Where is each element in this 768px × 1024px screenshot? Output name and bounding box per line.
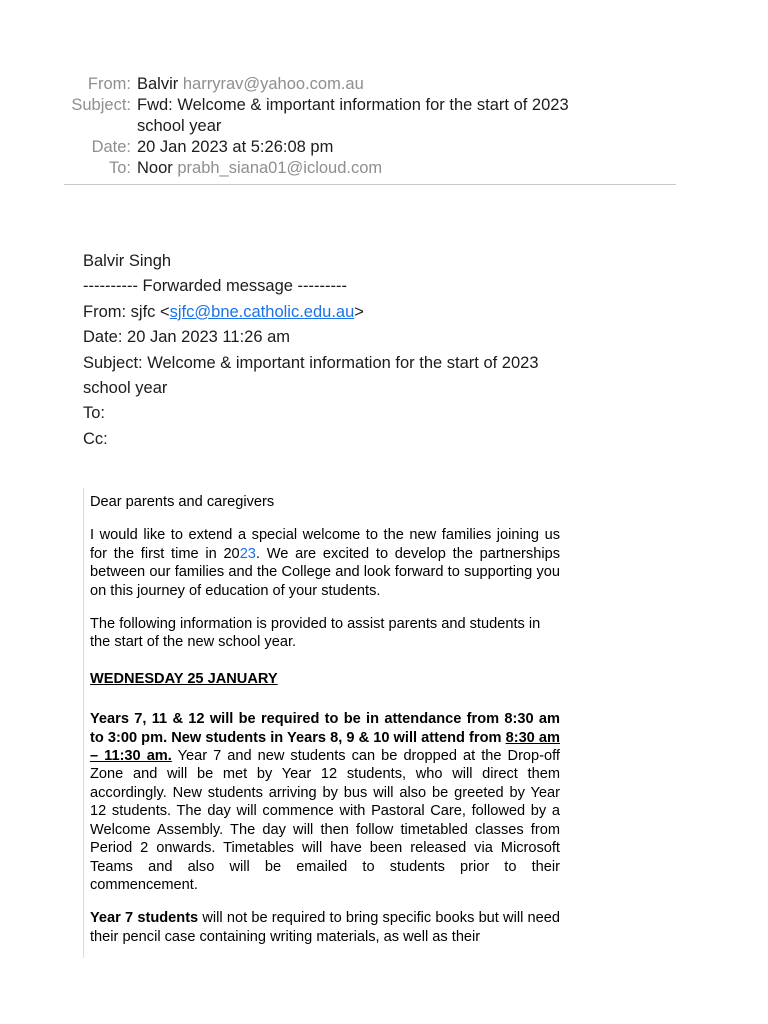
date-value: 20 Jan 2023 at 5:26:08 pm bbox=[137, 138, 334, 156]
sender-email-link[interactable]: sjfc@bne.catholic.edu.au bbox=[169, 302, 355, 321]
forwarded-header bbox=[83, 249, 553, 452]
date-label: Date: bbox=[91, 138, 131, 156]
from-label: From: bbox=[87, 75, 131, 93]
to-email[interactable]: prabh_siana01@icloud.com bbox=[177, 159, 383, 177]
from-name: Balvir bbox=[137, 75, 179, 93]
paragraph-info: The following information is provided to assist parents and students in the start of the new school year. bbox=[90, 616, 541, 651]
quoted-message bbox=[83, 488, 564, 958]
forward-from: From: sjfc <sjfc@bne.catholic.edu.au> bbox=[83, 302, 364, 321]
to-name: Noor bbox=[137, 159, 173, 177]
subject-value: Fwd: Welcome & important information for the start of 2023 school year bbox=[137, 96, 569, 135]
from-email[interactable]: harryrav@yahoo.com.au bbox=[182, 75, 364, 93]
year-link[interactable]: 23 bbox=[239, 545, 256, 562]
message-body bbox=[90, 493, 560, 961]
greeting: Dear parents and caregivers bbox=[90, 494, 275, 510]
forward-date: Date: 20 Jan 2023 11:26 am bbox=[83, 328, 291, 347]
paragraph-year7: Year 7 students will not be required to bring specific books but will need their pencil case containing writing materials, as well as their bbox=[90, 910, 560, 945]
paragraph-attendance: Years 7, 11 & 12 will be required to be in attendance from 8:30 am to 3:00 pm. New students in Years 8, 9 & 10 will attend from 8:30 am – 11:30 am. Year 7 and new students can be dropped at the Drop-off Zone and will be met by Year 12 students, who will direct them accordingly. New students arriving by bus will also be greeted by Year 12 students. The day will commence with Pastoral Care, followed by a Welcome Assembly. The day will then follow timetabled classes from Period 2 onwards. Timetables will have been released via Microsoft Teams and also will be emailed to students prior to their commencement. bbox=[90, 711, 560, 893]
forward-divider: ---------- Forwarded message --------- bbox=[83, 277, 347, 296]
subject-label: Subject: bbox=[71, 96, 131, 114]
subject-row bbox=[0, 95, 700, 137]
forward-to: To: bbox=[83, 404, 106, 423]
section-heading: WEDNESDAY 25 JANUARY bbox=[90, 670, 278, 687]
email-header bbox=[0, 74, 700, 179]
to-row bbox=[0, 158, 700, 179]
to-label: To: bbox=[108, 159, 131, 177]
from-row bbox=[0, 74, 700, 95]
paragraph-welcome: I would like to extend a special welcome to the new families joining us for the first time in 2023. We are excited to develop the partnerships between our families and the College and look forward to supporting you on this journey of education of your students. bbox=[90, 527, 560, 599]
header-divider bbox=[64, 184, 676, 185]
signature: Balvir Singh bbox=[83, 252, 172, 270]
forward-subject: Subject: Welcome & important information for the start of 2023 school year bbox=[83, 353, 539, 398]
forward-cc: Cc: bbox=[83, 429, 108, 448]
date-row bbox=[0, 137, 700, 158]
